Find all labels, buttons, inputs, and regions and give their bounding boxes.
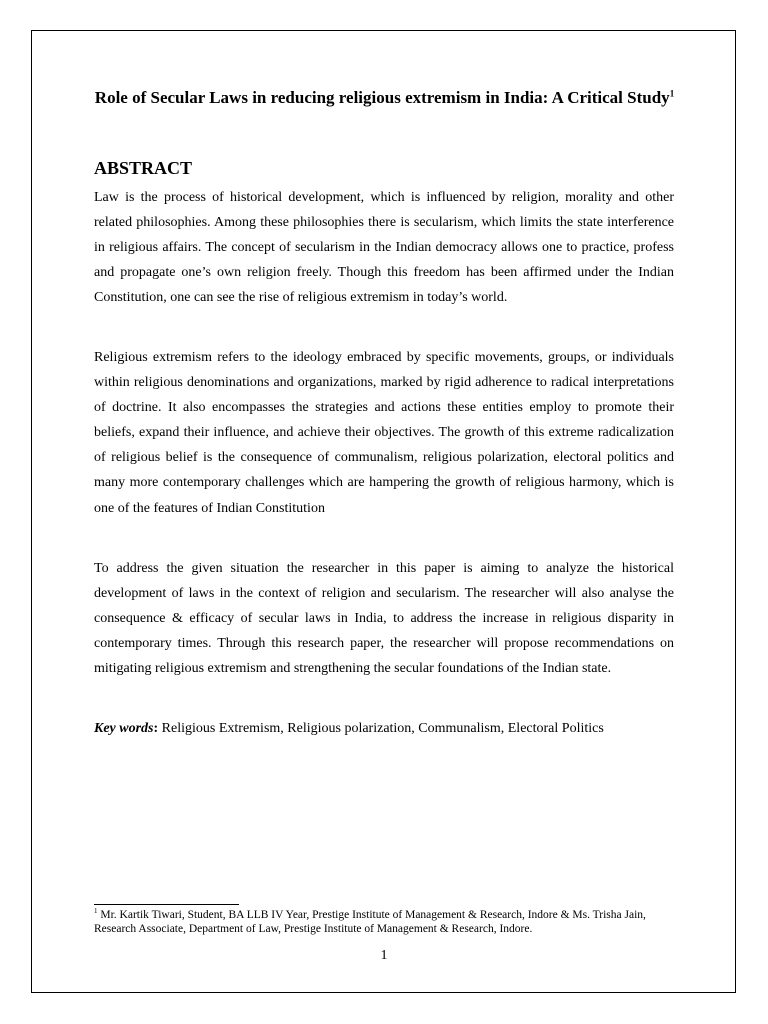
abstract-paragraph-2: Religious extremism refers to the ideology embraced by specific movements, groups, or individuals within religious denominations and organizations, marked by rigid adherence to radical interpretations of doctrine. It also encompasses the strategies and actions these entities employ to promote their beliefs, expand their influence, and achieve their objectives. The growth of this extreme radicalization of religious belief is the consequence of communalism, religious polarization, electoral politics and many more contemporary challenges which are hampering the growth of religious harmony, which is one of the features of Indian Constitution — [94, 350, 674, 516]
page-number: 1 — [380, 948, 388, 963]
paper-title-text: Role of Secular Laws in reducing religious extremism in India: A Critical Study — [94, 88, 670, 107]
title-footnote-marker[interactable]: 1 — [669, 88, 675, 99]
abstract-heading: ABSTRACT — [94, 158, 193, 178]
keywords-list: Religious Extremism, Religious polarization, Communalism, Electoral Politics — [158, 721, 604, 736]
footnote-separator — [94, 904, 239, 905]
keywords-separator: : — [153, 721, 159, 736]
keywords-label: Key words — [94, 721, 154, 736]
footnote — [94, 908, 674, 936]
abstract-paragraph-1: Law is the process of historical development, which is influenced by religion, morality and other related philosophies. Among these philosophies there is secularism, which limits the state interference in religious affairs. The concept of secularism in the Indian democracy allows one to practice, profess and propagate one’s own religion freely. Though this freedom has been affirmed under the Indian Constitution, one can see the rise of religious extremism in today’s world. — [94, 190, 674, 306]
paper-title — [94, 88, 675, 108]
footnote-marker: 1 — [94, 907, 98, 916]
keywords-line — [94, 716, 674, 741]
footnote-text: Mr. Kartik Tiwari, Student, BA LLB IV Year, Prestige Institute of Management & Research, Indore & Ms. Trisha Jain, Research Associate, Department of Law, Prestige Institute of Management & Research, Indore. — [94, 909, 646, 935]
abstract-paragraph-3: To address the given situation the researcher in this paper is aiming to analyze the historical development of laws in the context of religion and secularism. The researcher will also analyse the consequence & efficacy of secular laws in India, to address the increase in religious disparity in contemporary times. Through this research paper, the researcher will propose recommendations on mitigating religious extremism and strengthening the secular foundations of the Indian state. — [94, 561, 674, 677]
